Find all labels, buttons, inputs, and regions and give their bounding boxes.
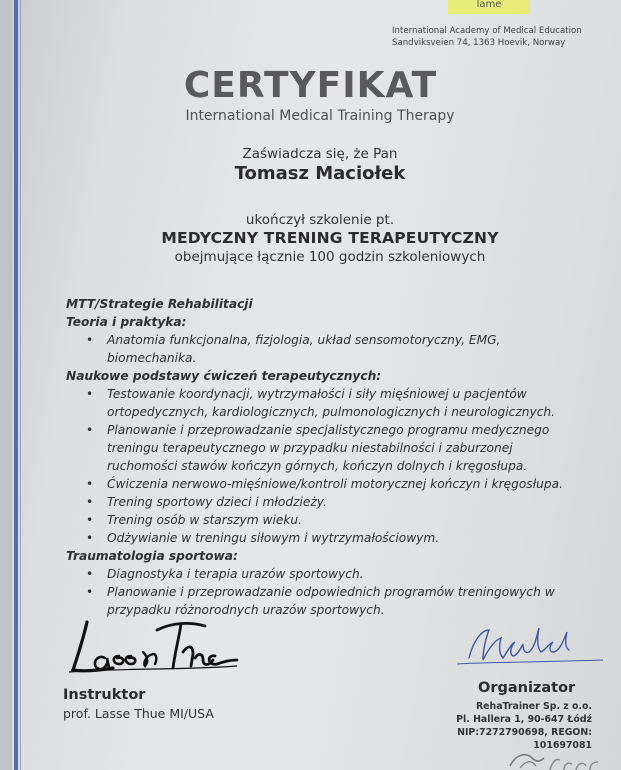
certificate-title: CERTYFIKAT bbox=[183, 65, 438, 106]
list-item bbox=[66, 493, 586, 511]
section-title: Naukowe podstawy ćwiczeń terapeutycznych: bbox=[66, 369, 382, 383]
list-item bbox=[66, 385, 586, 421]
list-item-text: Planowanie i przeprowadzanie specjalistycznego programu medycznego treningu terapeutycznego w przypadku niestabilności i zaburzonej ruchomości stawów kończyn górnych, kończyn dolnych i kręgosłupa. bbox=[107, 423, 550, 473]
logo-text: lame bbox=[476, 0, 502, 10]
organizer-details bbox=[422, 700, 592, 752]
organizer-ids: NIP:7272790698, REGON: 101697081 bbox=[457, 727, 592, 751]
recipient-name: Tomasz Maciołek bbox=[234, 163, 406, 184]
list-item bbox=[66, 565, 586, 583]
program-heading: MTT/Strategie Rehabilitacji bbox=[66, 297, 253, 311]
list-item bbox=[66, 475, 586, 493]
bullet-icon: • bbox=[86, 423, 94, 437]
organizer-stamp-icon bbox=[506, 748, 606, 770]
academy-info bbox=[392, 25, 592, 49]
section-list bbox=[66, 385, 586, 547]
bullet-icon: • bbox=[86, 585, 94, 599]
section-list bbox=[66, 565, 586, 619]
academy-name: International Academy of Medical Education bbox=[392, 26, 582, 36]
section-list bbox=[66, 331, 586, 367]
list-item-text: Anatomia funkcjonalna, fizjologia, układ sensomotoryczny, EMG, biomechanika. bbox=[107, 333, 501, 365]
list-item-text: Testowanie koordynacji, wytrzymałości i siły mięśniowej u pacjentów ortopedycznych, kardiologicznych, pulmonologicznych i neurologicznych. bbox=[107, 387, 556, 419]
bullet-icon: • bbox=[86, 567, 94, 581]
list-item-text: Planowanie i przeprowadzanie odpowiednich programów treningowych w przypadku różnorodnych urazów sportowych. bbox=[107, 585, 555, 617]
list-item-text: Odżywianie w treningu siłowym i wytrzymałościowym. bbox=[107, 531, 440, 545]
certificate-subtitle: International Medical Training Therapy bbox=[185, 108, 455, 124]
academy-address: Sandviksveien 74, 1363 Hoevik, Norway bbox=[392, 38, 566, 48]
instructor-role: Instruktor bbox=[63, 687, 146, 703]
section-title: Teoria i praktyka: bbox=[66, 315, 187, 329]
hours-line: obejmujące łącznie 100 godzin szkoleniowych bbox=[174, 249, 486, 265]
academy-logo bbox=[448, 0, 530, 14]
list-item-text: Diagnostyka i terapia urazów sportowych. bbox=[107, 567, 364, 581]
instructor-signature-icon bbox=[65, 612, 245, 680]
certifies-line: Zaświadcza się, że Pan bbox=[242, 146, 398, 162]
bullet-icon: • bbox=[86, 387, 94, 401]
organizer-signature-icon bbox=[455, 622, 605, 672]
list-item bbox=[66, 529, 586, 547]
bullet-icon: • bbox=[86, 513, 94, 527]
bullet-icon: • bbox=[86, 495, 94, 509]
section-title: Traumatologia sportowa: bbox=[66, 549, 238, 563]
organizer-company: RehaTrainer Sp. z o.o. bbox=[475, 701, 592, 712]
list-item-text: Trening sportowy dzieci i młodzieży. bbox=[107, 495, 327, 509]
bullet-icon: • bbox=[86, 333, 94, 347]
bullet-icon: • bbox=[86, 531, 94, 545]
list-item bbox=[66, 511, 586, 529]
organizer-role: Organizator bbox=[478, 680, 576, 696]
program-content bbox=[66, 295, 586, 619]
organizer-address: Pl. Hallera 1, 90-647 Łódź bbox=[456, 714, 592, 725]
completed-line: ukończył szkolenie pt. bbox=[245, 212, 395, 228]
list-item bbox=[66, 421, 586, 475]
bullet-icon: • bbox=[86, 477, 94, 491]
course-name: MEDYCZNY TRENING TERAPEUTYCZNY bbox=[161, 229, 499, 247]
list-item-text: Ćwiczenia nerwowo-mięśniowe/kontroli motorycznej kończyn i kręgosłupa. bbox=[107, 477, 563, 491]
list-item bbox=[66, 331, 586, 367]
list-item-text: Trening osób w starszym wieku. bbox=[107, 513, 302, 527]
instructor-name: prof. Lasse Thue MI/USA bbox=[63, 706, 214, 721]
